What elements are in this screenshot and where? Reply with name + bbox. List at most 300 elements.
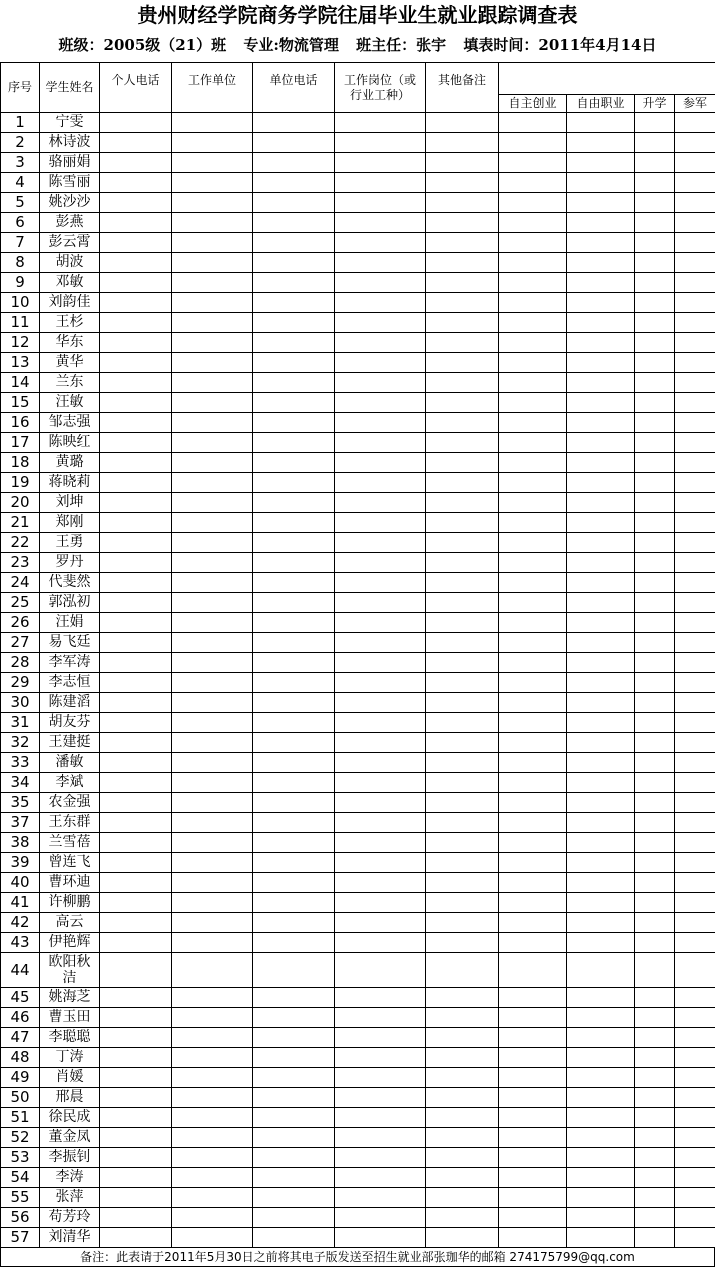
freelance-cell — [567, 953, 635, 988]
freelance-cell — [567, 353, 635, 373]
row-number: 30 — [1, 693, 40, 713]
employer-phone-cell — [253, 853, 335, 873]
class-info-line — [0, 33, 715, 57]
further-study-cell — [635, 653, 675, 673]
employer-cell — [172, 1208, 253, 1228]
freelance-cell — [567, 833, 635, 853]
phone-cell — [100, 173, 172, 193]
employer-phone-cell — [253, 813, 335, 833]
table-row — [1, 413, 715, 433]
further-study-cell — [635, 873, 675, 893]
student-name: 欧阳秋洁 — [40, 953, 100, 988]
notes-cell — [426, 1028, 499, 1048]
military-cell — [675, 933, 715, 953]
self-employed-cell — [499, 1008, 567, 1028]
employer-cell — [172, 333, 253, 353]
notes-cell — [426, 453, 499, 473]
student-name: 汪娟 — [40, 613, 100, 633]
employer-cell — [172, 133, 253, 153]
phone-cell — [100, 513, 172, 533]
employer-phone-cell — [253, 1008, 335, 1028]
military-cell — [675, 1148, 715, 1168]
row-number: 48 — [1, 1048, 40, 1068]
notes-cell — [426, 413, 499, 433]
freelance-cell — [567, 1008, 635, 1028]
freelance-cell — [567, 313, 635, 333]
table-row — [1, 1108, 715, 1128]
further-study-cell — [635, 988, 675, 1008]
position-cell — [335, 813, 426, 833]
employer-phone-cell — [253, 213, 335, 233]
military-cell — [675, 373, 715, 393]
employer-cell — [172, 393, 253, 413]
phone-cell — [100, 813, 172, 833]
notes-cell — [426, 113, 499, 133]
header-notes: 其他备注 — [426, 63, 499, 113]
notes-cell — [426, 233, 499, 253]
row-number: 47 — [1, 1028, 40, 1048]
freelance-cell — [567, 193, 635, 213]
employer-cell — [172, 153, 253, 173]
student-name: 胡波 — [40, 253, 100, 273]
employer-cell — [172, 453, 253, 473]
notes-cell — [426, 573, 499, 593]
further-study-cell — [635, 853, 675, 873]
position-cell — [335, 153, 426, 173]
military-cell — [675, 913, 715, 933]
table-row — [1, 153, 715, 173]
further-study-cell — [635, 1068, 675, 1088]
employer-cell — [172, 1168, 253, 1188]
phone-cell — [100, 1108, 172, 1128]
row-number: 33 — [1, 753, 40, 773]
notes-cell — [426, 373, 499, 393]
employer-cell — [172, 673, 253, 693]
position-cell — [335, 733, 426, 753]
position-cell — [335, 233, 426, 253]
position-cell — [335, 273, 426, 293]
phone-cell — [100, 153, 172, 173]
phone-cell — [100, 988, 172, 1008]
row-number: 31 — [1, 713, 40, 733]
employer-cell — [172, 413, 253, 433]
row-number: 13 — [1, 353, 40, 373]
student-name: 李军涛 — [40, 653, 100, 673]
military-cell — [675, 873, 715, 893]
further-study-cell — [635, 213, 675, 233]
student-name: 郭泓初 — [40, 593, 100, 613]
employer-cell — [172, 873, 253, 893]
employer-phone-cell — [253, 1188, 335, 1208]
class-label: 班级：2005级（21）班 — [58, 36, 227, 54]
student-name: 苟芳玲 — [40, 1208, 100, 1228]
row-number: 32 — [1, 733, 40, 753]
military-cell — [675, 333, 715, 353]
row-number: 18 — [1, 453, 40, 473]
military-cell — [675, 633, 715, 653]
phone-cell — [100, 353, 172, 373]
row-number: 17 — [1, 433, 40, 453]
notes-cell — [426, 853, 499, 873]
further-study-cell — [635, 493, 675, 513]
table-row — [1, 873, 715, 893]
row-number: 16 — [1, 413, 40, 433]
position-cell — [335, 493, 426, 513]
freelance-cell — [567, 793, 635, 813]
phone-cell — [100, 833, 172, 853]
employer-cell — [172, 533, 253, 553]
student-name: 黄璐 — [40, 453, 100, 473]
employer-cell — [172, 853, 253, 873]
row-number: 23 — [1, 553, 40, 573]
notes-cell — [426, 693, 499, 713]
student-name: 徐民成 — [40, 1108, 100, 1128]
row-number: 42 — [1, 913, 40, 933]
employer-cell — [172, 113, 253, 133]
row-number: 34 — [1, 773, 40, 793]
student-name: 李斌 — [40, 773, 100, 793]
position-cell — [335, 173, 426, 193]
position-cell — [335, 453, 426, 473]
employer-cell — [172, 813, 253, 833]
position-cell — [335, 553, 426, 573]
phone-cell — [100, 293, 172, 313]
notes-cell — [426, 353, 499, 373]
position-cell — [335, 753, 426, 773]
employer-phone-cell — [253, 833, 335, 853]
employer-cell — [172, 553, 253, 573]
row-number: 5 — [1, 193, 40, 213]
self-employed-cell — [499, 413, 567, 433]
notes-cell — [426, 273, 499, 293]
further-study-cell — [635, 253, 675, 273]
student-name: 汪敏 — [40, 393, 100, 413]
position-cell — [335, 333, 426, 353]
self-employed-cell — [499, 453, 567, 473]
employer-phone-cell — [253, 253, 335, 273]
further-study-cell — [635, 453, 675, 473]
table-row — [1, 753, 715, 773]
notes-cell — [426, 153, 499, 173]
freelance-cell — [567, 393, 635, 413]
military-cell — [675, 273, 715, 293]
header-employer-phone: 单位电话 — [253, 63, 335, 113]
table-row — [1, 893, 715, 913]
student-name: 张萍 — [40, 1188, 100, 1208]
position-cell — [335, 793, 426, 813]
table-row — [1, 913, 715, 933]
student-name: 伊艳辉 — [40, 933, 100, 953]
further-study-cell — [635, 813, 675, 833]
table-row — [1, 1168, 715, 1188]
student-name: 李涛 — [40, 1168, 100, 1188]
freelance-cell — [567, 613, 635, 633]
position-cell — [335, 473, 426, 493]
header-employer: 工作单位 — [172, 63, 253, 113]
freelance-cell — [567, 433, 635, 453]
position-cell — [335, 593, 426, 613]
self-employed-cell — [499, 913, 567, 933]
military-cell — [675, 1228, 715, 1248]
military-cell — [675, 773, 715, 793]
phone-cell — [100, 573, 172, 593]
position-cell — [335, 1128, 426, 1148]
student-name: 陈雪丽 — [40, 173, 100, 193]
self-employed-cell — [499, 813, 567, 833]
self-employed-cell — [499, 133, 567, 153]
student-name: 李志恒 — [40, 673, 100, 693]
further-study-cell — [635, 133, 675, 153]
employer-phone-cell — [253, 293, 335, 313]
position-cell — [335, 113, 426, 133]
self-employed-cell — [499, 1048, 567, 1068]
freelance-cell — [567, 173, 635, 193]
phone-cell — [100, 1068, 172, 1088]
phone-cell — [100, 253, 172, 273]
employer-phone-cell — [253, 513, 335, 533]
position-cell — [335, 853, 426, 873]
self-employed-cell — [499, 893, 567, 913]
phone-cell — [100, 953, 172, 988]
military-cell — [675, 133, 715, 153]
phone-cell — [100, 313, 172, 333]
notes-cell — [426, 653, 499, 673]
notes-cell — [426, 1008, 499, 1028]
notes-cell — [426, 533, 499, 553]
military-cell — [675, 313, 715, 333]
employer-cell — [172, 573, 253, 593]
military-cell — [675, 1188, 715, 1208]
employer-cell — [172, 373, 253, 393]
freelance-cell — [567, 753, 635, 773]
self-employed-cell — [499, 473, 567, 493]
table-row — [1, 353, 715, 373]
notes-cell — [426, 1208, 499, 1228]
freelance-cell — [567, 693, 635, 713]
notes-cell — [426, 633, 499, 653]
phone-cell — [100, 533, 172, 553]
further-study-cell — [635, 593, 675, 613]
freelance-cell — [567, 1088, 635, 1108]
freelance-cell — [567, 988, 635, 1008]
further-study-cell — [635, 1148, 675, 1168]
table-row — [1, 1088, 715, 1108]
notes-cell — [426, 988, 499, 1008]
self-employed-cell — [499, 553, 567, 573]
freelance-cell — [567, 773, 635, 793]
student-name: 潘敏 — [40, 753, 100, 773]
self-employed-cell — [499, 433, 567, 453]
header-freelance: 自由职业 — [567, 95, 635, 113]
student-name: 彭燕 — [40, 213, 100, 233]
further-study-cell — [635, 193, 675, 213]
table-row — [1, 173, 715, 193]
further-study-cell — [635, 1108, 675, 1128]
freelance-cell — [567, 1148, 635, 1168]
further-study-cell — [635, 1188, 675, 1208]
student-name: 兰雪蓓 — [40, 833, 100, 853]
self-employed-cell — [499, 653, 567, 673]
notes-cell — [426, 953, 499, 988]
row-number: 44 — [1, 953, 40, 988]
student-name: 胡友芬 — [40, 713, 100, 733]
notes-cell — [426, 173, 499, 193]
position-cell — [335, 133, 426, 153]
further-study-cell — [635, 333, 675, 353]
further-study-cell — [635, 1028, 675, 1048]
position-cell — [335, 1088, 426, 1108]
further-study-cell — [635, 533, 675, 553]
employer-phone-cell — [253, 1228, 335, 1248]
employer-phone-cell — [253, 1208, 335, 1228]
position-cell — [335, 573, 426, 593]
notes-cell — [426, 473, 499, 493]
phone-cell — [100, 213, 172, 233]
employer-cell — [172, 1028, 253, 1048]
row-number: 2 — [1, 133, 40, 153]
position-cell — [335, 1108, 426, 1128]
table-row — [1, 933, 715, 953]
phone-cell — [100, 1208, 172, 1228]
teacher-label: 班主任：张宇 — [356, 36, 447, 54]
employer-cell — [172, 213, 253, 233]
further-study-cell — [635, 633, 675, 653]
phone-cell — [100, 853, 172, 873]
phone-cell — [100, 673, 172, 693]
freelance-cell — [567, 1208, 635, 1228]
table-row — [1, 1188, 715, 1208]
table-row — [1, 953, 715, 988]
position-cell — [335, 1008, 426, 1028]
employer-cell — [172, 473, 253, 493]
military-cell — [675, 213, 715, 233]
phone-cell — [100, 713, 172, 733]
student-name: 代斐然 — [40, 573, 100, 593]
further-study-cell — [635, 1088, 675, 1108]
employer-phone-cell — [253, 413, 335, 433]
freelance-cell — [567, 113, 635, 133]
table-row — [1, 273, 715, 293]
position-cell — [335, 413, 426, 433]
military-cell — [675, 193, 715, 213]
student-name: 陈建滔 — [40, 693, 100, 713]
freelance-cell — [567, 653, 635, 673]
row-number: 11 — [1, 313, 40, 333]
employer-phone-cell — [253, 893, 335, 913]
further-study-cell — [635, 1168, 675, 1188]
self-employed-cell — [499, 593, 567, 613]
phone-cell — [100, 753, 172, 773]
position-cell — [335, 988, 426, 1008]
military-cell — [675, 493, 715, 513]
employer-cell — [172, 1008, 253, 1028]
phone-cell — [100, 493, 172, 513]
further-study-cell — [635, 313, 675, 333]
employer-cell — [172, 273, 253, 293]
employer-cell — [172, 293, 253, 313]
student-name: 邢晨 — [40, 1088, 100, 1108]
employer-phone-cell — [253, 633, 335, 653]
position-cell — [335, 533, 426, 553]
table-row — [1, 1208, 715, 1228]
table-row — [1, 693, 715, 713]
table-row — [1, 373, 715, 393]
further-study-cell — [635, 833, 675, 853]
freelance-cell — [567, 153, 635, 173]
employer-cell — [172, 988, 253, 1008]
position-cell — [335, 1048, 426, 1068]
row-number: 57 — [1, 1228, 40, 1248]
employer-phone-cell — [253, 453, 335, 473]
military-cell — [675, 393, 715, 413]
notes-cell — [426, 1048, 499, 1068]
table-row — [1, 1148, 715, 1168]
military-cell — [675, 1208, 715, 1228]
row-number: 54 — [1, 1168, 40, 1188]
employer-phone-cell — [253, 173, 335, 193]
employer-phone-cell — [253, 988, 335, 1008]
employer-cell — [172, 693, 253, 713]
position-cell — [335, 1068, 426, 1088]
employer-cell — [172, 1068, 253, 1088]
notes-cell — [426, 873, 499, 893]
employer-cell — [172, 613, 253, 633]
row-number: 29 — [1, 673, 40, 693]
employer-phone-cell — [253, 593, 335, 613]
row-number: 1 — [1, 113, 40, 133]
header-military: 参军 — [675, 95, 715, 113]
military-cell — [675, 1168, 715, 1188]
further-study-cell — [635, 413, 675, 433]
further-study-cell — [635, 473, 675, 493]
phone-cell — [100, 1168, 172, 1188]
row-number: 19 — [1, 473, 40, 493]
phone-cell — [100, 133, 172, 153]
military-cell — [675, 853, 715, 873]
position-cell — [335, 693, 426, 713]
notes-cell — [426, 393, 499, 413]
further-study-cell — [635, 933, 675, 953]
freelance-cell — [567, 253, 635, 273]
military-cell — [675, 953, 715, 988]
table-row — [1, 573, 715, 593]
freelance-cell — [567, 1228, 635, 1248]
further-study-cell — [635, 793, 675, 813]
notes-cell — [426, 613, 499, 633]
position-cell — [335, 293, 426, 313]
notes-cell — [426, 1148, 499, 1168]
row-number: 28 — [1, 653, 40, 673]
self-employed-cell — [499, 988, 567, 1008]
employer-phone-cell — [253, 393, 335, 413]
phone-cell — [100, 613, 172, 633]
employer-cell — [172, 713, 253, 733]
employer-cell — [172, 793, 253, 813]
student-name: 兰东 — [40, 373, 100, 393]
table-row — [1, 713, 715, 733]
military-cell — [675, 413, 715, 433]
self-employed-cell — [499, 853, 567, 873]
military-cell — [675, 1048, 715, 1068]
position-cell — [335, 373, 426, 393]
table-row — [1, 433, 715, 453]
notes-cell — [426, 753, 499, 773]
self-employed-cell — [499, 693, 567, 713]
further-study-cell — [635, 753, 675, 773]
table-row — [1, 333, 715, 353]
notes-cell — [426, 673, 499, 693]
freelance-cell — [567, 1108, 635, 1128]
